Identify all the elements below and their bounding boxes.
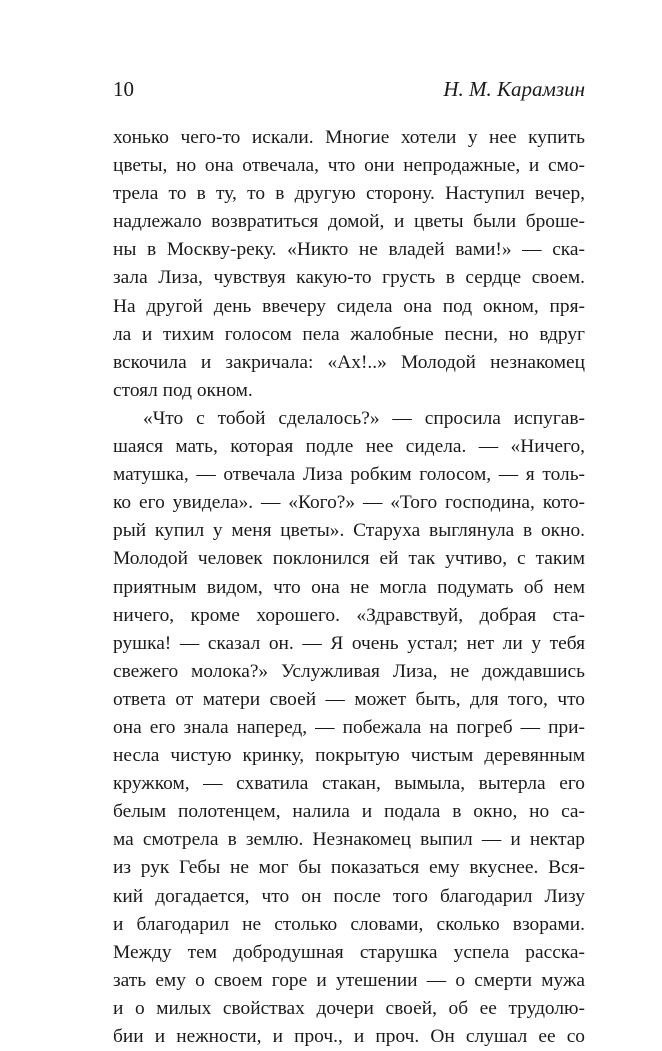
text-line: вскочила и закричала: «Ах!..» Молодой незнакомец bbox=[113, 351, 585, 373]
text-line: надлежало возвратиться домой, и цветы были броше- bbox=[113, 211, 585, 233]
text-line: ко его увидела». — «Кого?» — «Того господина, кото- bbox=[113, 492, 585, 514]
text-line: она его знала наперед, — побежала на погреб — при- bbox=[113, 716, 585, 738]
page-number: 10 bbox=[113, 77, 134, 101]
paragraph-2 bbox=[113, 405, 585, 1051]
text-line: трела то в ту, то в другую сторону. Наступил вечер, bbox=[113, 183, 585, 205]
page-header bbox=[113, 74, 585, 104]
text-line: цветы, но она отвечала, что они непродажные, и смо- bbox=[113, 155, 585, 177]
text-line: рушка! — сказал он. — Я очень устал; нет ли у тебя bbox=[113, 632, 585, 654]
text-line: «Что с тобой сделалось?» — спросила испугав- bbox=[143, 407, 585, 429]
text-line: матушка, — отвечала Лиза робким голосом, — я толь- bbox=[113, 464, 585, 486]
text-line: бии и нежности, и проч., и проч. Он слушал ее со bbox=[113, 1026, 585, 1047]
text-line: На другой день ввечеру сидела она под окном, пря- bbox=[113, 295, 585, 317]
text-line: Молодой человек поклонился ей так учтиво, с таким bbox=[113, 548, 585, 570]
text-line: кружком, — схватила стакан, вымыла, вытерла его bbox=[113, 773, 585, 795]
text-line: приятным видом, что она не могла подумать об нем bbox=[113, 576, 585, 598]
text-line: шаяся мать, которая подле нее сидела. — «Ничего, bbox=[113, 436, 585, 458]
text-line: рый купил у меня цветы». Старуха выглянула в окно. bbox=[113, 520, 585, 542]
running-head-author: Н. М. Карамзин bbox=[443, 77, 585, 101]
text-line: свежего молока?» Услужливая Лиза, не дождавшись bbox=[113, 660, 585, 682]
text-line: хонько чего-то искали. Многие хотели у нее купить bbox=[113, 127, 585, 148]
text-line: белым полотенцем, налила и подала в окно, но са- bbox=[113, 801, 585, 823]
text-line: и о милых свойствах дочери своей, об ее трудолю- bbox=[113, 997, 585, 1019]
text-line: ны в Москву-реку. «Никто не владей вами!» — ска- bbox=[113, 239, 585, 261]
text-line: зала Лиза, чувствуя какую-то грусть в сердце своем. bbox=[113, 267, 585, 289]
text-line: зать ему о своем горе и утешении — о смерти мужа bbox=[113, 969, 585, 991]
paragraph-1 bbox=[113, 124, 585, 405]
text-line: ничего, кроме хорошего. «Здравствуй, добрая ста- bbox=[113, 604, 585, 626]
text-line: кий догадается, что он после того благодарил Лизу bbox=[113, 885, 585, 907]
text-line: ответа от матери своей — может быть, для того, что bbox=[113, 688, 585, 710]
text-line: и благодарил не столько словами, сколько взорами. bbox=[113, 913, 585, 935]
text-line: Между тем добродушная старушка успела расска- bbox=[113, 941, 585, 963]
text-line: несла чистую кринку, покрытую чистым деревянным bbox=[113, 745, 585, 767]
text-line: стоял под окном. bbox=[113, 379, 253, 401]
text-line: ма смотрела в землю. Незнакомец выпил — и нектар bbox=[113, 829, 585, 851]
text-line: из рук Гебы не мог бы показаться ему вкуснее. Вся- bbox=[113, 857, 585, 879]
text-line: ла и тихим голосом пела жалобные песни, но вдруг bbox=[113, 323, 585, 345]
body-text bbox=[113, 124, 585, 1051]
